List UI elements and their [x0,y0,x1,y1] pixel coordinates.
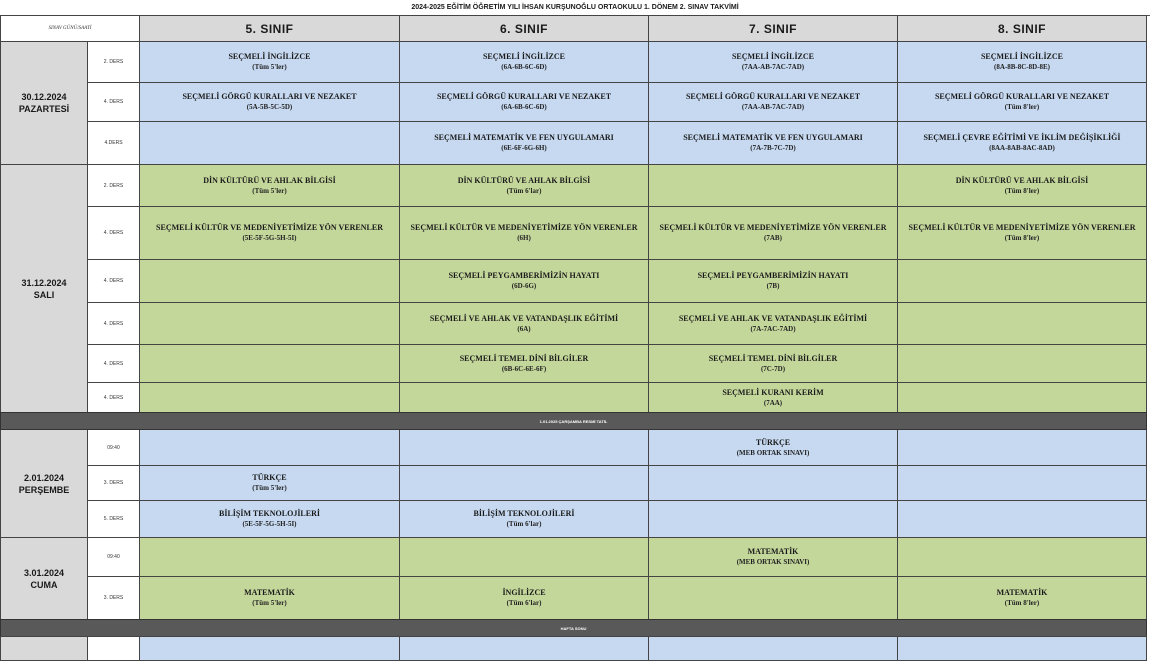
exam-name: SEÇMELİ İNGİLİZCE [980,52,1064,61]
exam-class-list: (6E-6F-6G-6H) [501,144,547,152]
exam-name: MATEMATİK [747,547,799,556]
exam-cell [648,344,898,383]
exam-class-list: (6B-6C-6E-6F) [501,364,547,373]
exam-name: SEÇMELİ KURANI KERİM [722,387,824,397]
exam-cell [648,429,898,466]
exam-name: SEÇMELİ İNGİLİZCE [482,52,566,61]
exam-cell-next [399,636,649,661]
exam-class-list: (Tüm 6'lar) [506,186,542,195]
exam-name: SEÇMELİ TEMEL DİNİ BİLGİLER [459,353,589,363]
period-cell [87,206,140,260]
exam-cell [648,465,898,501]
exam-cell [139,121,400,165]
column-header-text: 8. SINIF [997,21,1046,36]
exam-cell [897,500,1147,538]
exam-name: SEÇMELİ GÖRGÜ KURALLARI VE NEZAKET [934,92,1110,101]
exam-cell [897,465,1147,501]
separator-text: HAFTA SONU [560,625,587,631]
exam-name: SEÇMELİ KÜLTÜR VE MEDENİYETİMİZE YÖN VERENLER [156,223,383,232]
period-label: 2. DERS [103,59,124,65]
exam-class-list: (7A-7AC-7AD) [750,324,796,333]
exam-class-list: (Tüm 6'lar) [506,520,542,528]
exam-cell [897,121,1147,165]
period-label: 2. DERS [103,182,124,189]
exam-cell [648,121,898,165]
exam-cell [897,382,1147,413]
period-label: 4. DERS [103,360,124,367]
exam-class-list: (Tüm 8'ler) [1004,599,1040,607]
exam-name: DİN KÜLTÜRÜ VE AHLAK BİLGİSİ [203,175,336,185]
exam-class-list: (Tüm 5'ler) [252,186,287,195]
exam-name: BİLİŞİM TEKNOLOJİLERİ [219,509,320,518]
exam-class-list: (8AA-8AB-8AC-8AD) [989,144,1055,152]
day-weekday: PAZARTESİ [18,104,70,114]
exam-name: SEÇMELİ PEYGAMBERİMİZİN HAYATI [448,271,600,280]
separator-bar [0,412,1147,430]
exam-cell [399,344,649,383]
exam-name: SEÇMELİ GÖRGÜ KURALLARI VE NEZAKET [685,92,861,101]
day-cell [0,429,88,538]
exam-cell [648,82,898,122]
period-cell [87,344,140,383]
exam-name: SEÇMELİ İNGİLİZCE [228,52,311,61]
exam-cell [399,500,649,538]
exam-name: İNGİLİZCE [502,588,546,597]
period-cell [87,382,140,413]
exam-cell [648,500,898,538]
period-label: 4. DERS [103,230,124,236]
exam-cell [139,500,400,538]
separator-text: 1.01.2025 ÇARŞAMBA RESMİ TATİL [539,418,608,424]
period-cell [87,259,140,303]
exam-cell [399,576,649,620]
exam-class-list: (7AA) [763,398,783,407]
exam-cell [139,164,400,207]
period-cell [87,576,140,620]
day-weekday: PERŞEMBE [18,484,70,495]
exam-cell [399,164,649,207]
exam-cell [897,206,1147,260]
exam-name: TÜRKÇE [755,437,791,447]
exam-cell [399,82,649,122]
column-header-text: 6. SINIF [499,21,548,36]
exam-class-list: (7A-7B-7C-7D) [750,144,796,152]
exam-cell [139,465,400,501]
period-label: 3. DERS [103,480,124,486]
exam-class-list: (7B) [766,282,780,290]
exam-cell [648,382,898,413]
exam-cell [399,121,649,165]
exam-name: SEÇMELİ GÖRGÜ KURALLARI VE NEZAKET [436,92,612,101]
exam-class-list: (6A) [517,324,531,333]
period-label: 09:40 [107,444,120,451]
exam-name: MATEMATİK [244,588,295,597]
exam-cell-next [139,636,400,661]
exam-cell [399,41,649,83]
exam-class-list: (6H) [517,234,531,242]
exam-cell [897,537,1147,577]
exam-class-list: (MEB ORTAK SINAVI) [736,558,810,566]
exam-cell [648,302,898,345]
exam-cell-next [897,636,1147,661]
exam-name: DİN KÜLTÜRÜ VE AHLAK BİLGİSİ [955,175,1089,185]
period-cell-next [87,636,140,661]
exam-class-list: (7AB) [764,234,782,242]
period-cell [87,121,140,165]
exam-cell [648,537,898,577]
exam-class-list: (7C-7D) [760,364,786,373]
exam-cell [648,259,898,303]
exam-name: SEÇMELİ MATEMATİK VE FEN UYGULAMARI [434,133,614,142]
exam-cell [139,82,400,122]
column-header-6 [399,15,649,42]
period-label: 4. DERS [103,99,124,105]
exam-name: SEÇMELİ KÜLTÜR VE MEDENİYETİMİZE YÖN VERENLER [659,223,887,232]
exam-cell [897,576,1147,620]
period-cell [87,429,140,466]
column-header-5 [139,15,400,42]
exam-name: SEÇMELİ TEMEL DİNİ BİLGİLER [708,353,838,363]
exam-class-list: (Tüm 8'ler) [1004,234,1040,242]
exam-class-list: (6A-6B-6C-6D) [501,103,547,111]
day-weekday: SALI [33,289,55,300]
period-label: 4. DERS [103,278,124,284]
exam-name: SEÇMELİ GÖRGÜ KURALLARI VE NEZAKET [182,92,357,101]
period-label: 5. DERS [103,516,124,522]
day-date: 2.01.2024 [23,472,65,483]
exam-cell-next [648,636,898,661]
exam-cell [648,576,898,620]
exam-cell [648,206,898,260]
exam-cell [399,465,649,501]
period-label: 4.DERS [104,140,123,146]
column-header-7 [648,15,898,42]
document-title-text: 2024-2025 EĞİTİM ÖĞRETİM YILI İHSAN KURŞUNOĞLU ORTAOKULU 1. DÖNEM 2. SINAV TAKVİMİ [411,4,739,11]
day-cell-next [0,636,88,661]
exam-name: SEÇMELİ ÇEVRE EĞİTİMİ VE İKLİM DEĞİŞİKLİĞİ [923,133,1121,142]
column-header-text: 7. SINIF [748,21,797,36]
exam-cell [897,82,1147,122]
exam-name: MATEMATİK [996,588,1048,597]
period-cell [87,537,140,577]
exam-name: SEÇMELİ VE AHLAK VE VATANDAŞLIK EĞİTİMİ [429,313,619,323]
exam-cell [139,259,400,303]
exam-cell [399,259,649,303]
exam-class-list: (Tüm 5'ler) [252,599,287,607]
day-date: 31.12.2024 [21,277,67,288]
exam-class-list: (7AA-AB-7AC-7AD) [741,63,805,71]
exam-class-list: (Tüm 8'ler) [1004,186,1040,195]
exam-cell [139,429,400,466]
exam-cell [399,206,649,260]
exam-name: SEÇMELİ MATEMATİK VE FEN UYGULAMARI [683,133,863,142]
exam-cell [139,382,400,413]
exam-cell [399,382,649,413]
exam-name: DİN KÜLTÜRÜ VE AHLAK BİLGİSİ [457,175,591,185]
exam-cell [648,41,898,83]
document-title [0,0,1150,16]
period-cell [87,82,140,122]
exam-class-list: (MEB ORTAK SINAVI) [736,448,810,457]
day-cell [0,41,88,165]
exam-class-list: (5E-5F-5G-5H-5I) [242,234,297,242]
period-cell [87,465,140,501]
exam-cell [139,302,400,345]
period-cell [87,164,140,207]
exam-class-list: (Tüm 5'ler) [252,63,287,71]
exam-cell [648,164,898,207]
exam-name: SEÇMELİ PEYGAMBERİMİZİN HAYATI [697,271,849,280]
exam-name: SEÇMELİ İNGİLİZCE [731,52,815,61]
period-label: 3. DERS [103,595,124,601]
exam-cell [399,429,649,466]
period-label: 09:40 [107,554,120,560]
corner-label-text: SINAV GÜNÜ/SAATİ [48,26,92,31]
period-cell [87,41,140,83]
exam-class-list: (6D-6G) [511,282,537,290]
exam-cell [139,344,400,383]
exam-cell [897,429,1147,466]
exam-class-list: (Tüm 8'ler) [1004,103,1040,111]
exam-class-list: (Tüm 6'lar) [506,599,542,607]
column-header-8 [897,15,1147,42]
exam-name: TÜRKÇE [252,473,287,482]
period-cell [87,500,140,538]
exam-class-list: (6A-6B-6C-6D) [501,63,547,71]
corner-label [0,15,140,42]
day-date: 30.12.2024 [21,92,67,102]
exam-name: SEÇMELİ VE AHLAK VE VATANDAŞLIK EĞİTİMİ [678,313,868,323]
exam-name: SEÇMELİ KÜLTÜR VE MEDENİYETİMİZE YÖN VERENLER [410,223,638,232]
separator-bar [0,619,1147,637]
exam-class-list: (5A-5B-5C-5D) [246,103,293,111]
exam-cell [139,576,400,620]
exam-name: BİLİŞİM TEKNOLOJİLERİ [473,509,575,518]
exam-class-list: (7AA-AB-7AC-7AD) [741,103,805,111]
exam-cell [139,41,400,83]
exam-class-list: (5E-5F-5G-5H-5I) [242,520,297,528]
period-label: 4. DERS [103,394,124,401]
day-weekday: CUMA [30,579,58,590]
column-header-text: 5. SINIF [245,21,294,36]
exam-cell [139,537,400,577]
exam-cell [897,41,1147,83]
exam-name: SEÇMELİ KÜLTÜR VE MEDENİYETİMİZE YÖN VERENLER [908,223,1136,232]
day-date: 3.01.2024 [23,567,65,578]
exam-cell [897,302,1147,345]
exam-class-list: (8A-8B-8C-8D-8E) [994,63,1050,71]
exam-cell [897,344,1147,383]
day-cell [0,537,88,620]
exam-cell [897,164,1147,207]
day-cell [0,164,88,413]
exam-class-list: (Tüm 5'ler) [252,484,287,492]
exam-cell [399,302,649,345]
exam-cell [897,259,1147,303]
period-cell [87,302,140,345]
exam-cell [139,206,400,260]
exam-cell [399,537,649,577]
period-label: 4. DERS [103,320,124,327]
